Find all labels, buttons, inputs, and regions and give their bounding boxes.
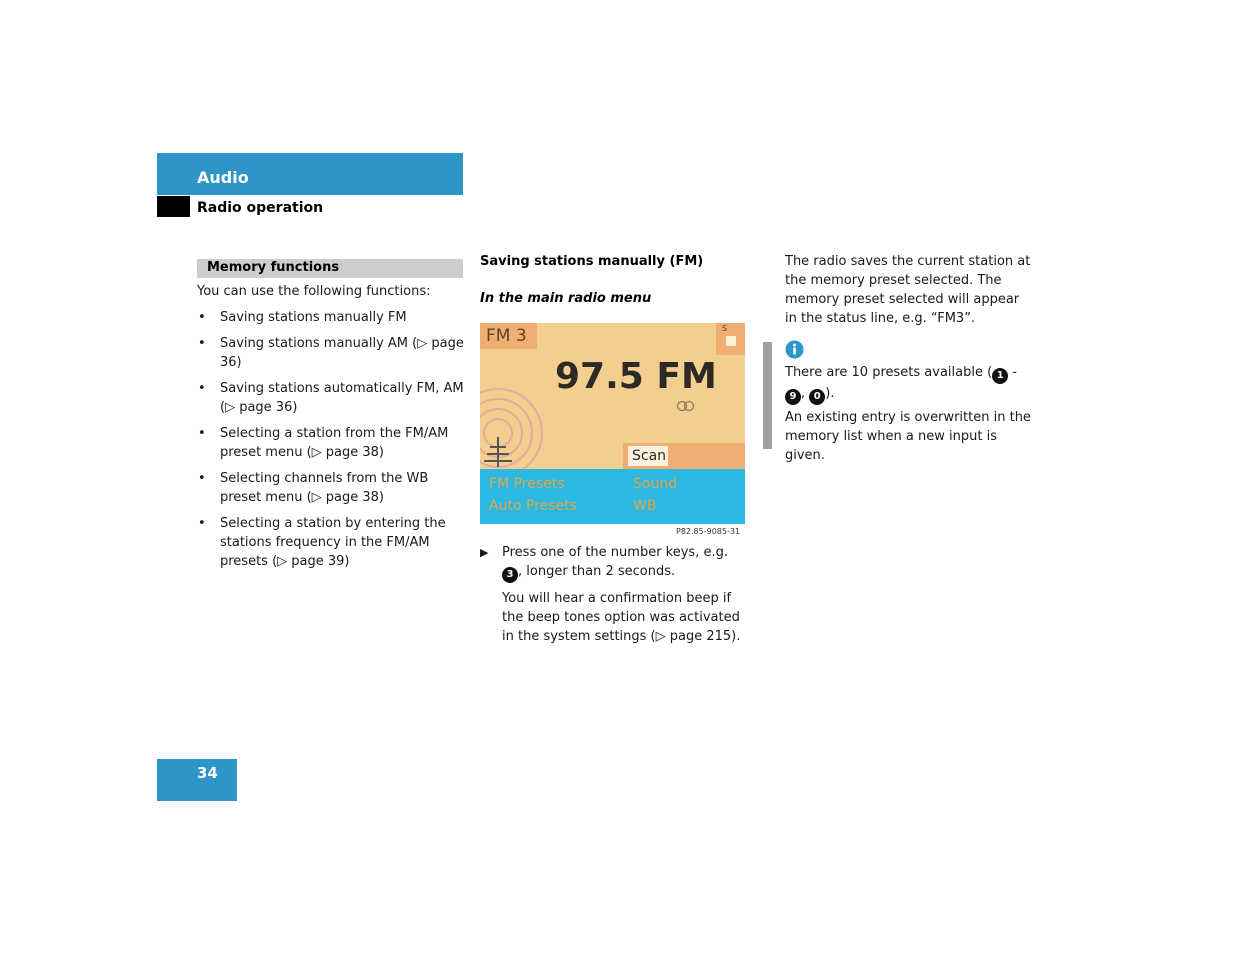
stereo-icon (676, 400, 696, 412)
indicator-box (726, 336, 736, 346)
step-text: Press one of the number keys, e.g. 3 , longer than 2 seconds. (502, 543, 746, 583)
procedure-heading: Saving stations manually (FM) (480, 254, 704, 269)
info-margin-bar (763, 342, 772, 449)
menu-sound[interactable]: Sound (633, 476, 678, 492)
section-marker (157, 196, 190, 217)
band-tag: FM 3 (480, 323, 537, 349)
list-item: • Saving stations manually FM (198, 310, 407, 325)
preset-description: The radio saves the current station at the memory preset selected. The memory preset selected will appear in the status line, e.g. “FM3”. (785, 254, 1031, 326)
list-item: • Selecting channels from the WB preset menu (▷ page 38) (198, 471, 429, 505)
function-list (197, 308, 465, 578)
radio-display (480, 323, 745, 524)
page-number: 34 (197, 764, 218, 782)
step-arrow-icon: ▶ (480, 546, 489, 559)
info-icon (785, 340, 804, 359)
list-item: • Saving stations manually AM (▷ page 36) (198, 336, 464, 370)
info-overwrite: An existing entry is overwritten in the memory list when a new input is given. (785, 410, 1031, 463)
key-icon: 3 (502, 567, 518, 583)
figure-caption: P82.85-9085-31 (676, 527, 741, 536)
subsection-title: Memory functions (207, 260, 340, 275)
menu-auto-presets[interactable]: Auto Presets (489, 498, 577, 514)
chapter-title: Audio (197, 168, 249, 187)
antenna-signal-icon (480, 387, 550, 477)
list-item: • Selecting a station from the FM/AM preset menu (▷ page 38) (198, 426, 449, 460)
key-icon: 1 (992, 368, 1008, 384)
scan-button[interactable]: Scan (628, 446, 668, 466)
radio-menu (480, 469, 745, 524)
intro-text: You can use the following functions: (197, 284, 431, 299)
key-icon: 0 (809, 389, 825, 405)
scan-bar (623, 443, 745, 469)
frequency-display: 97.5 FM (555, 356, 717, 397)
key-icon: 9 (785, 389, 801, 405)
list-item: • Selecting a station by entering the stations frequency in the FM/AM presets (▷ page 39) (198, 516, 446, 569)
procedure-subheading: In the main radio menu (480, 291, 652, 306)
section-title: Radio operation (197, 200, 324, 216)
status-indicator: S (716, 323, 745, 355)
info-presets: There are 10 presets available ( 1 - 9 , 0 ). (785, 363, 1035, 405)
list-item: • Saving stations automatically FM, AM (▷ page 36) (198, 381, 464, 415)
menu-wb[interactable]: WB (633, 498, 657, 514)
confirmation-note: You will hear a confirmation beep if the beep tones option was activated in the system settings (▷ page 215). (502, 591, 741, 644)
menu-fm-presets[interactable]: FM Presets (489, 476, 565, 492)
